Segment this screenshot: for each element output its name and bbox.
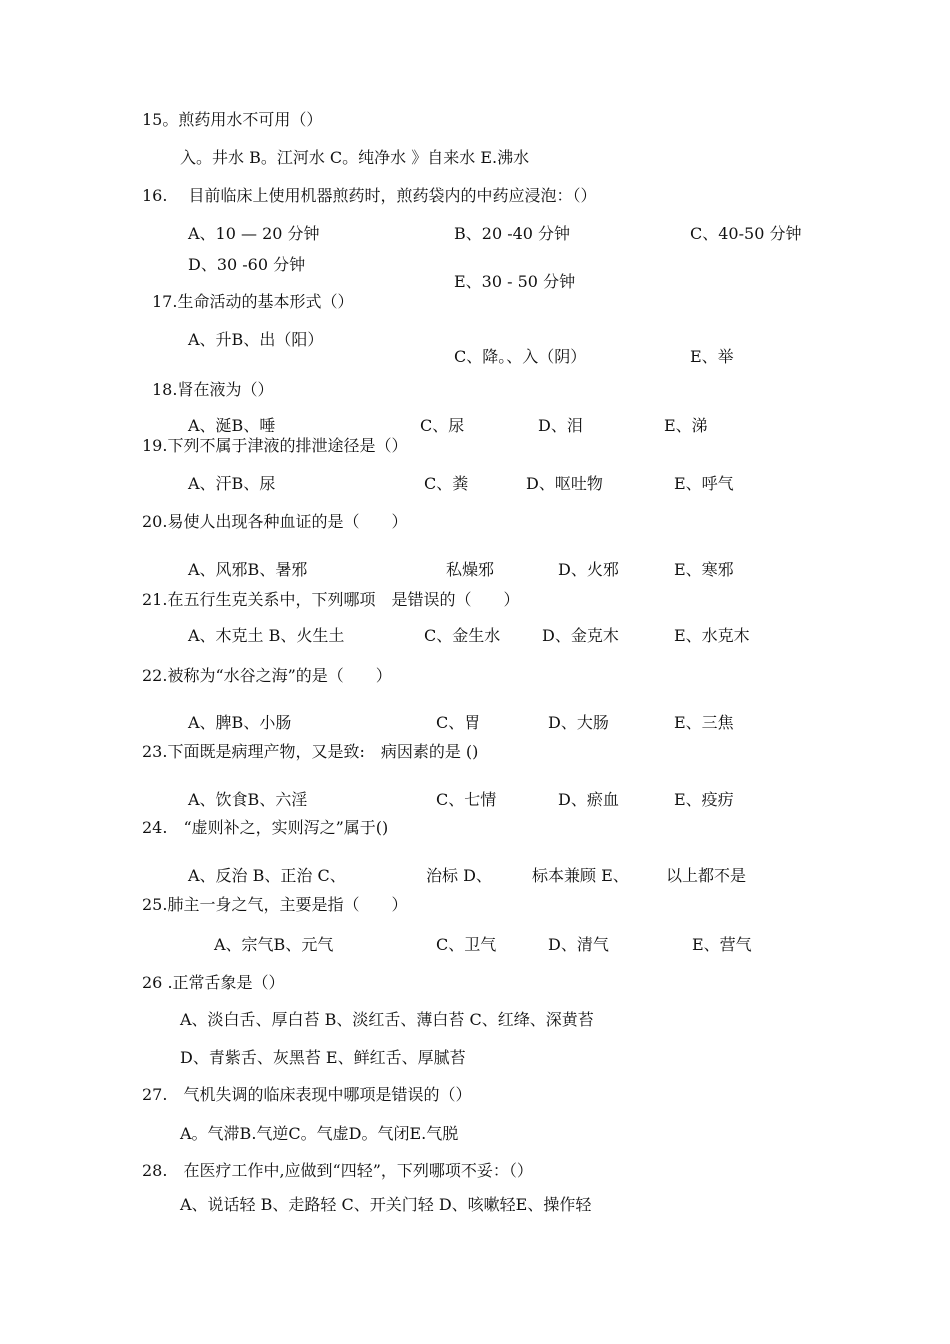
- question-23-option-c: C、七情: [436, 790, 497, 809]
- question-18-option-e: E、涕: [664, 416, 708, 435]
- question-24-option-abc: A、反治 B、正治 C、: [188, 866, 346, 885]
- question-26-options-line1: A、淡白舌、厚白苔 B、淡红舌、薄白苔 C、红绛、深黄苔: [180, 1010, 594, 1029]
- question-23-option-e: E、疫疠: [674, 790, 734, 809]
- question-21-stem: 21.在五行生克关系中，下列哪项 是错误的（ ）: [142, 590, 520, 609]
- question-26-options-line2: D、青紫舌、灰黑苔 E、鲜红舌、厚腻苔: [180, 1048, 466, 1067]
- question-24-stem: 24. “虚则补之，实则泻之”属于(): [142, 818, 389, 837]
- question-24-option-cd: 治标 D、: [426, 866, 492, 885]
- question-27-options: A。气滞B.气逆C。气虚D。气闭E.气脱: [180, 1124, 459, 1143]
- question-19-option-c: C、粪: [424, 474, 469, 493]
- question-24-option-e: 以上都不是: [666, 866, 747, 885]
- question-22-stem: 22.被称为“水谷之海”的是（ ）: [142, 666, 392, 685]
- question-24-option-de: 标本兼顾 E、: [532, 866, 629, 885]
- question-22-option-e: E、三焦: [674, 713, 734, 732]
- question-28-stem: 28. 在医疗工作中,应做到“四轻”，下列哪项不妥：（）: [142, 1161, 533, 1180]
- question-16-option-e: E、30 - 50 分钟: [454, 272, 576, 291]
- question-19-stem: 19.下列不属于津液的排泄途径是（）: [142, 436, 408, 455]
- question-16-option-d: D、30 -60 分钟: [188, 255, 306, 274]
- question-23-option-d: D、瘀血: [558, 790, 619, 809]
- question-17-option-e: E、举: [690, 347, 734, 366]
- question-25-option-c: C、卫气: [436, 935, 497, 954]
- question-18-option-c: C、尿: [420, 416, 465, 435]
- question-20-option-d: D、火邪: [558, 560, 619, 579]
- question-21-option-c: C、金生水: [424, 626, 501, 645]
- question-19-option-ab: A、汗B、尿: [188, 474, 276, 493]
- question-20-stem: 20.易使人出现各种血证的是（ ）: [142, 512, 408, 531]
- question-18-option-ab: A、涎B、唾: [188, 416, 276, 435]
- question-17-option-cd: C、降。、入（阴）: [454, 347, 587, 366]
- question-16-option-c: C、40-50 分钟: [690, 224, 802, 243]
- question-28-options: A、说话轻 B、走路轻 C、开关门轻 D、咳嗽轻E、操作轻: [180, 1195, 592, 1214]
- question-25-option-e: E、营气: [692, 935, 752, 954]
- question-17-stem: 17.生命活动的基本形式（）: [152, 292, 354, 311]
- question-21-option-e: E、水克木: [674, 626, 750, 645]
- question-25-option-ab: A、宗气B、元气: [214, 935, 334, 954]
- question-26-stem: 26 .正常舌象是（）: [142, 973, 285, 992]
- question-18-option-d: D、泪: [538, 416, 583, 435]
- question-19-option-d: D、呕吐物: [526, 474, 603, 493]
- question-27-stem: 27. 气机失调的临床表现中哪项是错误的（）: [142, 1085, 472, 1104]
- question-23-stem: 23.下面既是病理产物，又是致: 病因素的是 (): [142, 742, 479, 761]
- question-20-option-ab: A、风邪B、暑邪: [188, 560, 308, 579]
- question-20-option-c: 私燥邪: [446, 560, 495, 579]
- question-15-stem: 15。煎药用水不可用（）: [142, 110, 323, 129]
- question-22-option-c: C、胃: [436, 713, 481, 732]
- question-23-option-ab: A、饮食B、六淫: [188, 790, 308, 809]
- question-15-options: 入。井水 B。江河水 C。纯净水 》自来水 E.沸水: [180, 148, 530, 167]
- question-17-option-ab: A、升B、出（阳）: [188, 330, 324, 349]
- question-16-stem: 16. 目前临床上使用机器煎药时，煎药袋内的中药应浸泡：（）: [142, 186, 597, 205]
- question-16-option-a: A、10 — 20 分钟: [188, 224, 320, 243]
- question-21-option-ab: A、木克土 B、火生土: [188, 626, 345, 645]
- question-22-option-ab: A、脾B、小肠: [188, 713, 292, 732]
- question-25-stem: 25.肺主一身之气，主要是指（ ）: [142, 895, 408, 914]
- question-25-option-d: D、清气: [548, 935, 609, 954]
- question-20-option-e: E、寒邪: [674, 560, 734, 579]
- question-18-stem: 18.肾在液为（）: [152, 380, 274, 399]
- question-22-option-d: D、大肠: [548, 713, 609, 732]
- question-16-option-b: B、20 -40 分钟: [454, 224, 571, 243]
- question-19-option-e: E、呼气: [674, 474, 734, 493]
- question-21-option-d: D、金克木: [542, 626, 619, 645]
